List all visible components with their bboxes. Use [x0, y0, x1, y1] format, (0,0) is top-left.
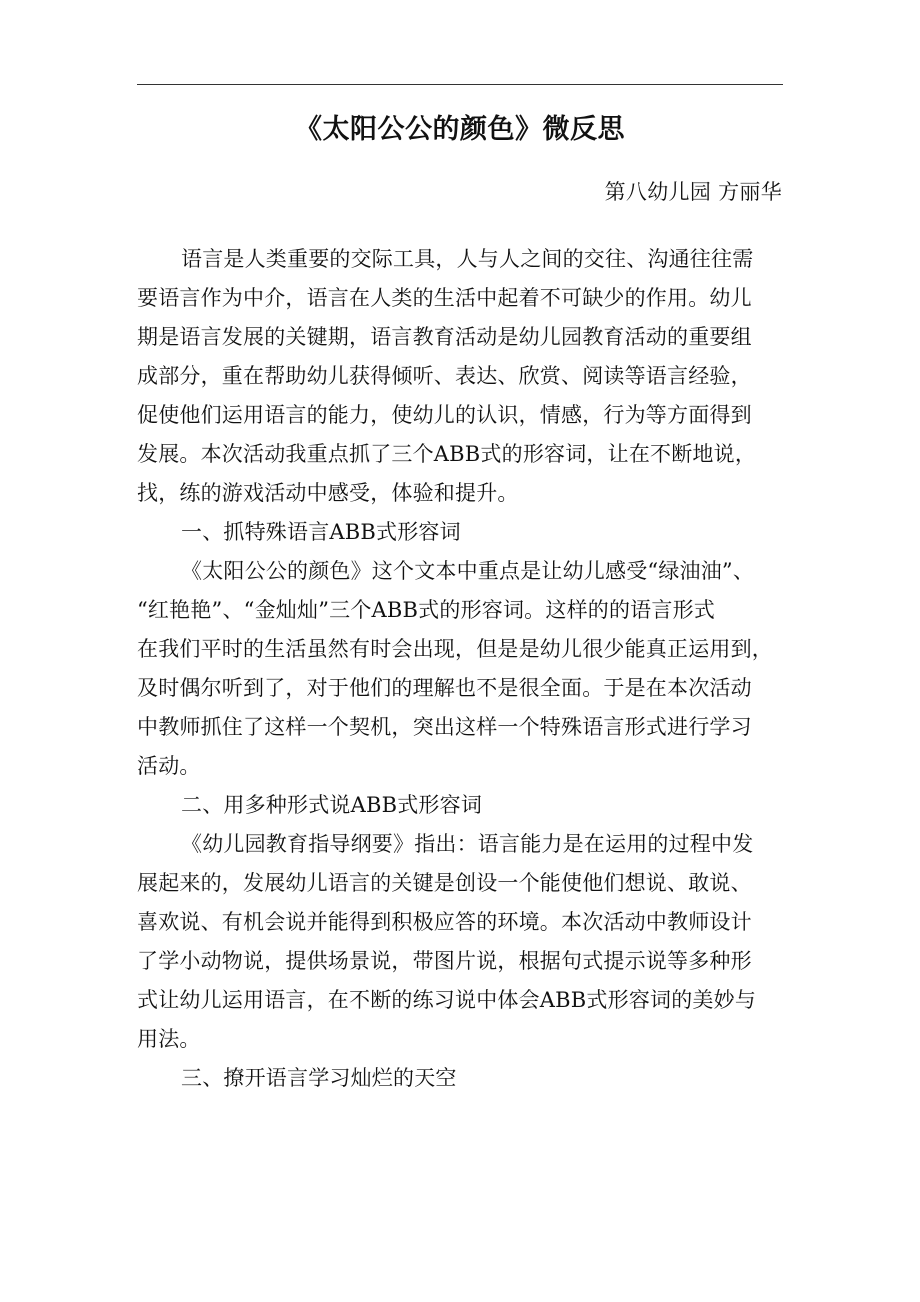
document-title: 《太阳公公的颜色》微反思 [295, 114, 625, 145]
text-line: 了学小动物说，提供场景说，带图片说，根据句式提示说等多种形 [137, 949, 752, 973]
section-heading: 三、撩开语言学习灿烂的天空 [181, 1066, 457, 1090]
text-line: 展起来的，发展幼儿语言的关键是创设一个能使他们想说、敢说、 [137, 871, 752, 895]
author-line: 第八幼儿园 方丽华 [604, 180, 782, 204]
header-rule [137, 84, 783, 85]
text-line: 期是语言发展的关键期，语言教育活动是幼儿园教育活动的重要组 [137, 325, 752, 349]
text-line: 用法。 [137, 1027, 201, 1051]
text-line: 中教师抓住了这样一个契机，突出这样一个特殊语言形式进行学习 [137, 715, 752, 739]
text-line: 活动。 [137, 754, 201, 778]
text-line: “红艳艳”、“金灿灿”三个ABB式的形容词。这样的的语言形式 [137, 598, 715, 622]
text-line: 《幼儿园教育指导纲要》指出：语言能力是在运用的过程中发 [181, 832, 754, 856]
text-line: 促使他们运用语言的能力，使幼儿的认识，情感，行为等方面得到 [137, 403, 752, 427]
section-heading: 一、抓特殊语言ABB式形容词 [181, 520, 461, 544]
text-line: 《太阳公公的颜色》这个文本中重点是让幼儿感受“绿油油”、 [181, 559, 755, 583]
text-line: 式让幼儿运用语言，在不断的练习说中体会ABB式形容词的美妙与 [137, 988, 757, 1012]
text-line: 在我们平时的生活虽然有时会出现，但是是幼儿很少能真正运用到， [137, 637, 773, 661]
text-line: 语言是人类重要的交际工具，人与人之间的交往、沟通往往需 [181, 247, 754, 271]
text-line: 成部分，重在帮助幼儿获得倾听、表达、欣赏、阅读等语言经验， [137, 364, 752, 388]
text-line: 找，练的游戏活动中感受，体验和提升。 [137, 481, 519, 505]
text-line: 发展。本次活动我重点抓了三个ABB式的形容词，让在不断地说， [137, 442, 757, 466]
document-body [137, 240, 787, 1098]
section-heading: 二、用多种形式说ABB式形容词 [181, 793, 483, 817]
text-line: 及时偶尔听到了，对于他们的理解也不是很全面。于是在本次活动 [137, 676, 752, 700]
text-line: 要语言作为中介，语言在人类的生活中起着不可缺少的作用。幼儿 [137, 286, 752, 310]
text-line: 喜欢说、有机会说并能得到积极应答的环境。本次活动中教师设计 [137, 910, 752, 934]
